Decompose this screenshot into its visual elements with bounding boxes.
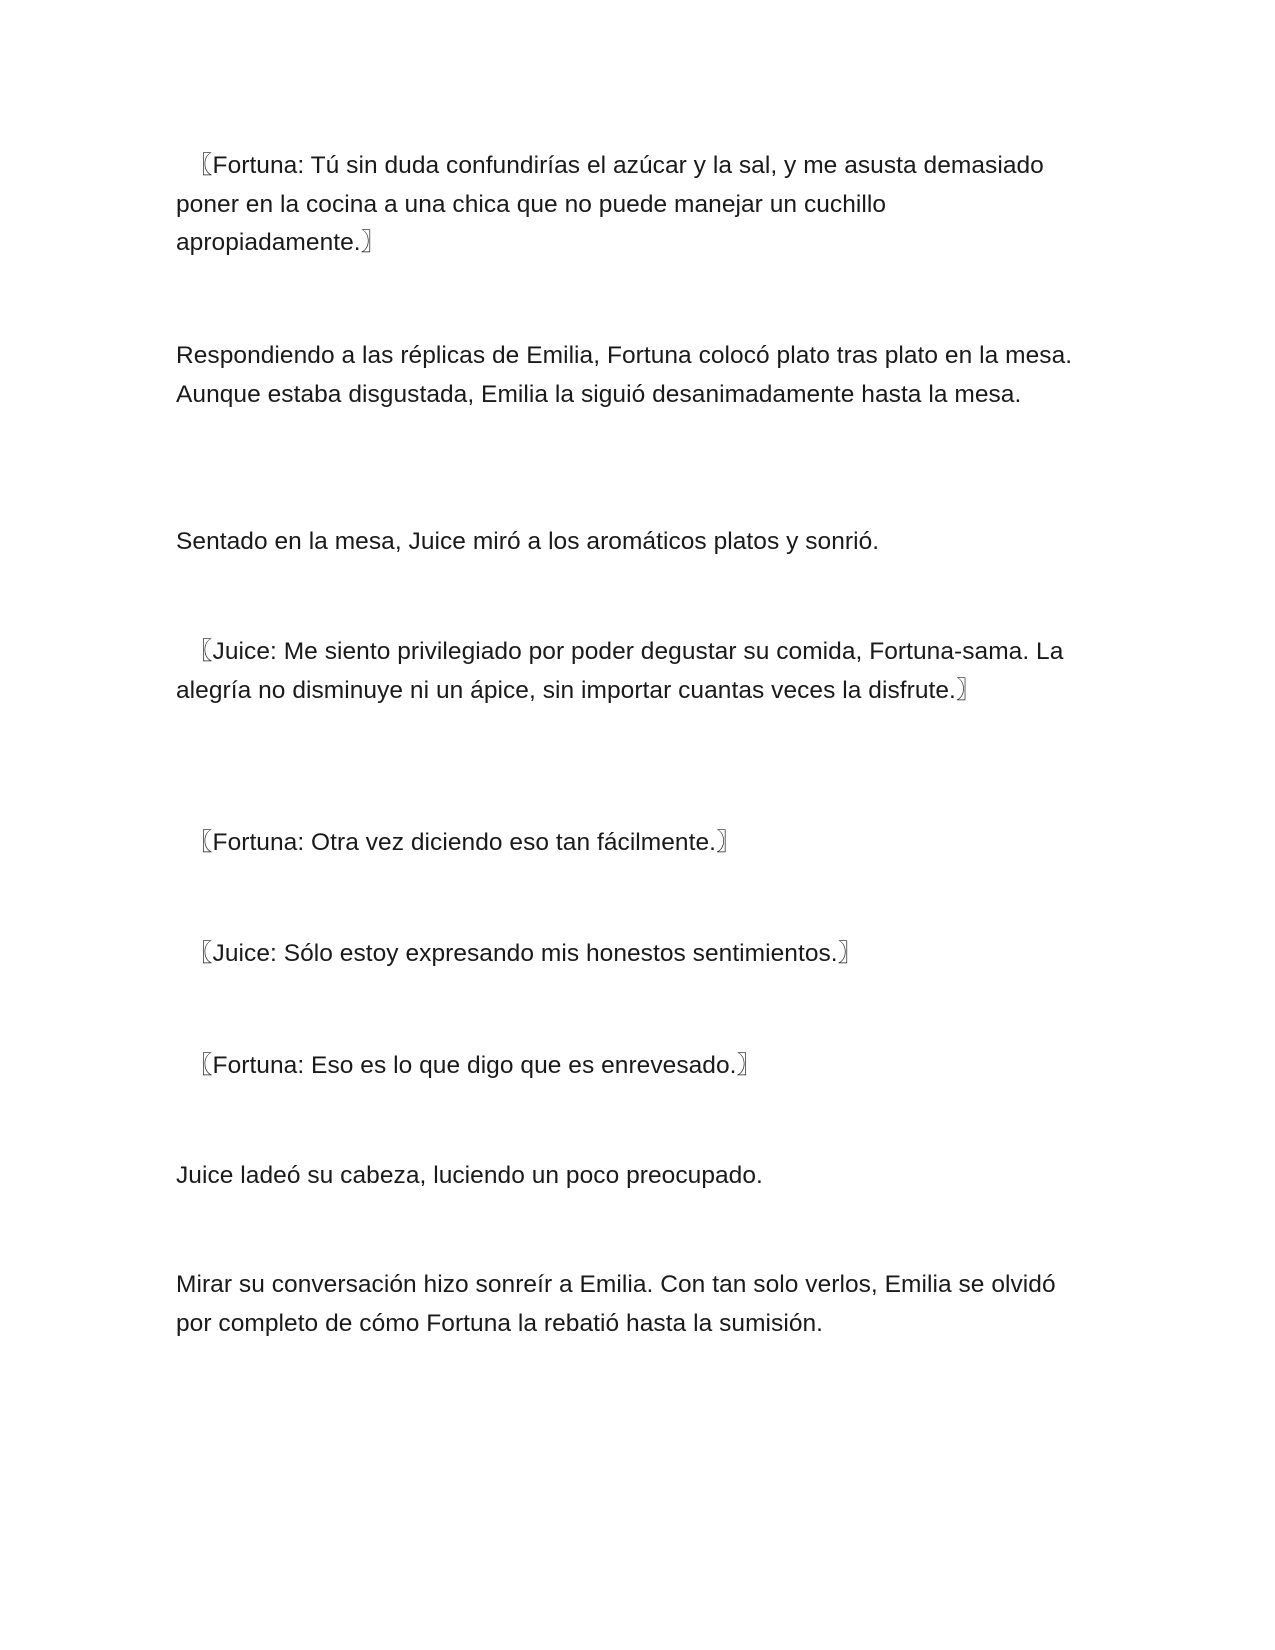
dialogue-fortuna-convoluted: 〖Fortuna: Eso es lo que digo que es enrevesado.〗	[188, 1052, 762, 1079]
narration-emilia-smiles: Mirar su conversación hizo sonreír a Emilia. Con tan solo verlos, Emilia se olvidó por completo de cómo Fortuna la rebatió hasta la sumisión.	[176, 1271, 1056, 1337]
narration-juice-tilts-head: Juice ladeó su cabeza, luciendo un poco preocupado.	[176, 1162, 763, 1189]
narration-juice-smiles: Sentado en la mesa, Juice miró a los aromáticos platos y sonrió.	[176, 528, 880, 555]
dialogue-fortuna-again: 〖Fortuna: Otra vez diciendo eso tan fácilmente.〗	[188, 829, 741, 856]
dialogue-juice-privileged: 〖Juice: Me siento privilegiado por poder degustar su comida, Fortuna-sama. La alegría no disminuye ni un ápice, sin importar cuantas veces la disfrute.〗	[176, 638, 1064, 704]
narration-plates-on-table: Respondiendo a las réplicas de Emilia, Fortuna colocó plato tras plato en la mesa. Aunque estaba disgustada, Emilia la siguió desanimadamente hasta la mesa.	[176, 342, 1073, 408]
dialogue-fortuna-sugar-salt: 〖Fortuna: Tú sin duda confundirías el azúcar y la sal, y me asusta demasiado poner en la cocina a una chica que no puede manejar un cuchillo apropiadamente.〗	[176, 152, 1044, 256]
dialogue-juice-honest: 〖Juice: Sólo estoy expresando mis honestos sentimientos.〗	[188, 940, 863, 967]
